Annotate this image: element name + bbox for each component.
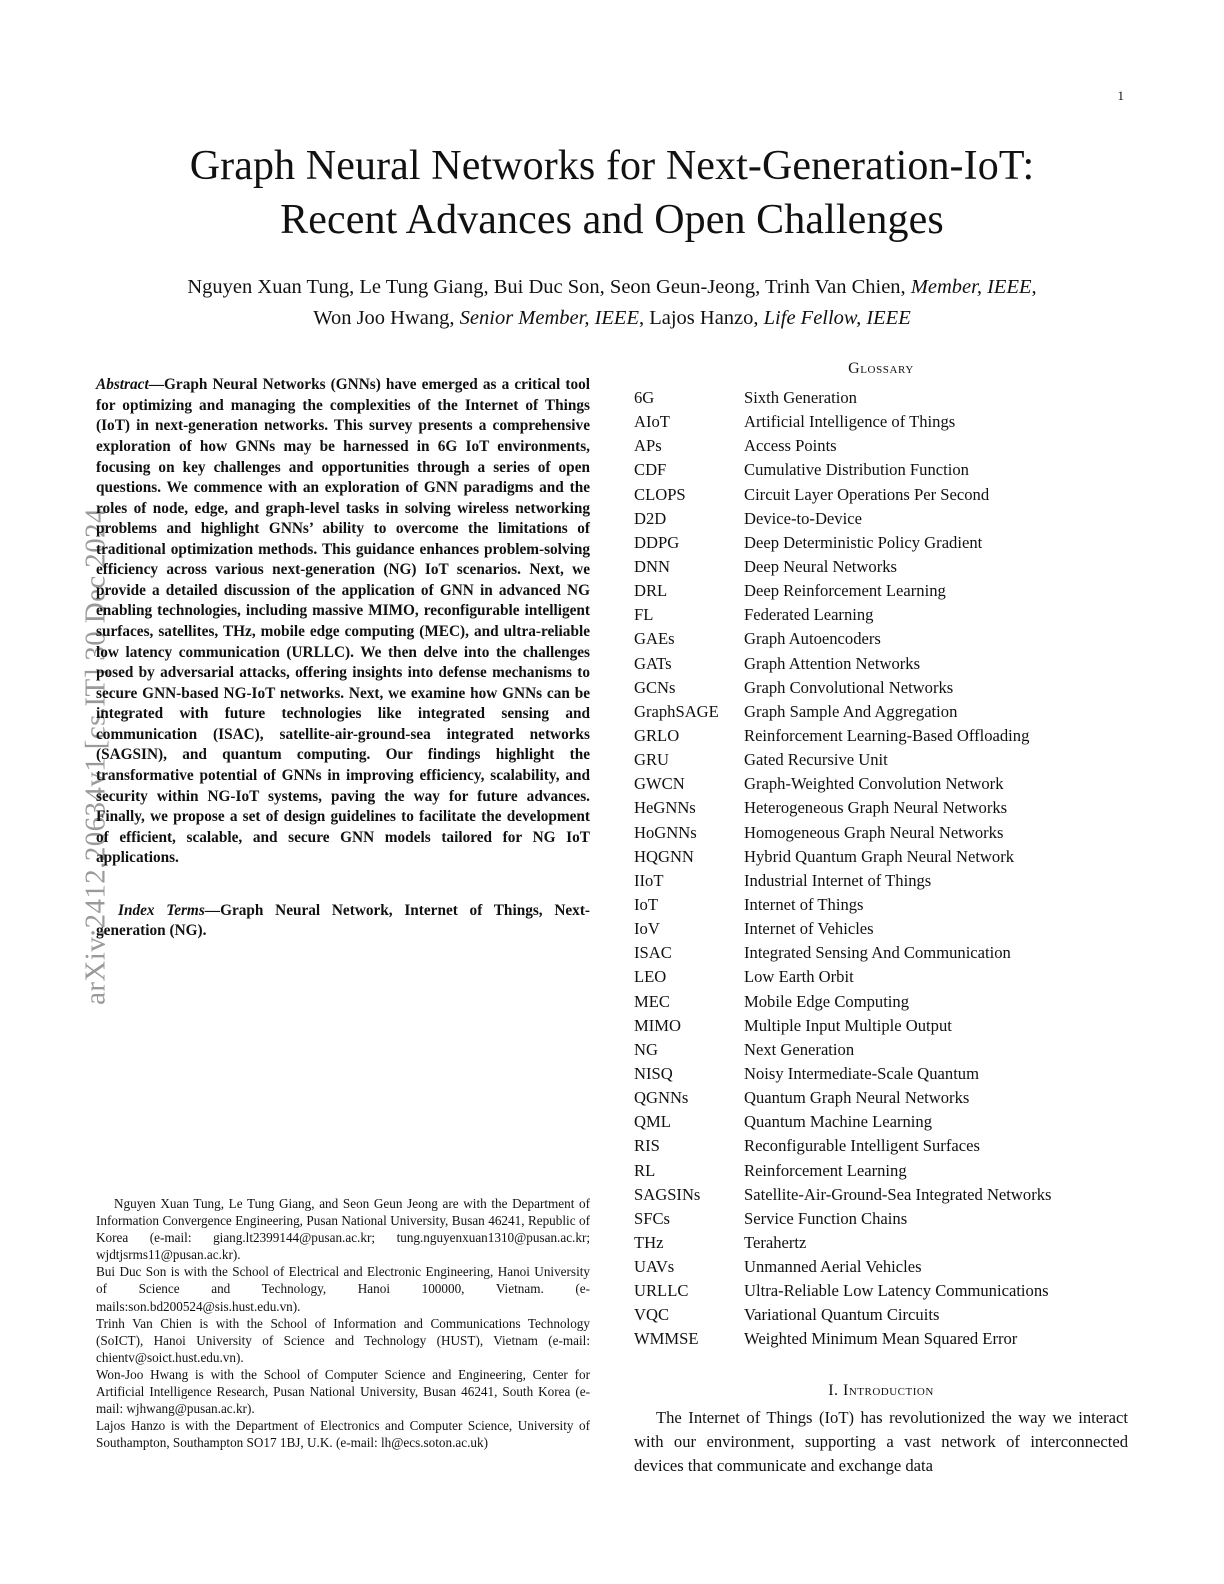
glossary-term: IoV [634, 919, 660, 939]
glossary-row [634, 700, 1128, 724]
glossary-term: MIMO [634, 1015, 682, 1035]
glossary-row [634, 796, 1128, 820]
glossary-definition: Graph Attention Networks [744, 653, 921, 673]
two-column-body [96, 360, 1128, 1520]
introduction-heading: I. Introduction [828, 1381, 934, 1399]
glossary-row [634, 821, 1128, 845]
glossary-definition: Graph-Weighted Convolution Network [744, 774, 1004, 794]
glossary-term: HQGNN [634, 846, 694, 866]
glossary-definition: Device-to-Device [744, 508, 862, 528]
index-terms-text: Graph Neural Network, Internet of Things, Next-generation (NG). [96, 901, 591, 940]
glossary-row [634, 1255, 1128, 1279]
author-line-1-tail: , [1031, 275, 1037, 298]
index-terms-label: Index Terms [118, 901, 205, 919]
page-title [112, 140, 1112, 248]
glossary-term: 6G [634, 388, 655, 407]
glossary-term: UAVs [634, 1257, 675, 1277]
glossary-definition: Mobile Edge Computing [744, 991, 910, 1011]
glossary-definition: Hybrid Quantum Graph Neural Network [744, 846, 1015, 866]
glossary-term: NISQ [634, 1063, 673, 1083]
glossary-term: MEC [634, 991, 670, 1011]
glossary-definition: Variational Quantum Circuits [744, 1305, 940, 1325]
author-list [112, 272, 1112, 334]
glossary-term: HoGNNs [634, 822, 697, 842]
glossary-definition: Quantum Graph Neural Networks [744, 1088, 970, 1108]
glossary-heading: Glossary [848, 360, 914, 377]
glossary-definition: Homogeneous Graph Neural Networks [744, 822, 1004, 842]
glossary-row [634, 386, 1128, 410]
glossary-term: URLLC [634, 1281, 689, 1301]
glossary-term: AIoT [634, 412, 670, 432]
glossary-term: CDF [634, 460, 667, 480]
glossary-row [634, 1038, 1128, 1062]
glossary-row [634, 1134, 1128, 1158]
glossary-term: GRU [634, 750, 670, 770]
glossary-term: HeGNNs [634, 798, 696, 818]
introduction-paragraph: The Internet of Things (IoT) has revolutionized the way we interact with our environment, supporting a vast network of interconnected devices that communicate and exchange data [634, 1407, 1128, 1475]
glossary-list [634, 386, 1128, 1352]
affiliation-footnote: Nguyen Xuan Tung, Le Tung Giang, and Seon Geun Jeong are with the Department of Information Convergence Engineering, Pusan National University, Busan 46241, Republic of Korea (e-mail: giang.lt2399144@pusan.ac.kr; tung.nguyenxuan1310@pusan.ac.kr; wjdtjsrms11@pusan.ac.kr). [96, 1196, 590, 1263]
page-number: 1 [1117, 88, 1124, 103]
glossary-row [634, 1014, 1128, 1038]
glossary-definition: Access Points [744, 436, 837, 456]
glossary-term: THz [634, 1232, 664, 1252]
glossary-term: CLOPS [634, 484, 686, 504]
glossary-term: QGNNs [634, 1088, 689, 1108]
glossary-row [634, 1207, 1128, 1231]
glossary-definition: Graph Sample And Aggregation [744, 701, 958, 721]
glossary-definition: Federated Learning [744, 605, 874, 625]
glossary-term: GWCN [634, 774, 685, 794]
glossary-row [634, 990, 1128, 1014]
author-line-2-membership-2: Life Fellow, IEEE [763, 306, 911, 329]
glossary-row [634, 917, 1128, 941]
glossary-definition: Graph Convolutional Networks [744, 677, 954, 697]
glossary-definition: Deep Deterministic Policy Gradient [744, 532, 983, 552]
glossary-row [634, 965, 1128, 989]
glossary-term: GAEs [634, 629, 675, 649]
glossary-term: DRL [634, 581, 668, 601]
glossary-row [634, 1231, 1128, 1255]
glossary-row [634, 1110, 1128, 1134]
glossary-definition: Weighted Minimum Mean Squared Error [744, 1329, 1018, 1349]
abstract-dash: — [148, 376, 164, 394]
affiliation-footnote: Bui Duc Son is with the School of Electrical and Electronic Engineering, Hanoi University of Science and Technology, Hanoi 100000, Vietnam. (e-mails:son.bd200524@sis.hust.edu.vn). [96, 1264, 590, 1314]
index-terms-paragraph [96, 901, 590, 942]
glossary-definition: Reinforcement Learning [744, 1160, 907, 1180]
glossary-definition: Circuit Layer Operations Per Second [744, 484, 990, 504]
glossary-row [634, 434, 1128, 458]
title-block [112, 140, 1112, 334]
glossary-definition: Satellite-Air-Ground-Sea Integrated Networks [744, 1184, 1052, 1204]
author-line-1-membership: Member, IEEE [910, 275, 1032, 298]
glossary-term: NG [634, 1039, 658, 1059]
glossary-row [634, 1086, 1128, 1110]
glossary-term: SFCs [634, 1208, 670, 1228]
affiliation-footnote: Trinh Van Chien is with the School of Information and Communications Technology (SoICT), Hanoi University of Science and Technology (HUST), Vietnam (e-mail: chientv@soict.hust.edu.vn). [96, 1315, 590, 1365]
glossary-row [634, 941, 1128, 965]
glossary-row [634, 1303, 1128, 1327]
glossary-row [634, 893, 1128, 917]
affiliation-footnote: Won-Joo Hwang is with the School of Computer Science and Engineering, Center for Artificial Intelligence Research, Pusan National University, Busan 46241, South Korea (e-mail: wjhwang@pusan.ac.kr). [96, 1366, 590, 1417]
glossary-definition: Multiple Input Multiple Output [744, 1015, 952, 1035]
author-line-2-mid: , Lajos Hanzo, [638, 306, 764, 329]
glossary-row [634, 507, 1128, 531]
glossary-definition: Deep Neural Networks [744, 556, 897, 576]
glossary-definition: Noisy Intermediate-Scale Quantum [744, 1063, 980, 1083]
glossary-definition: Low Earth Orbit [744, 967, 854, 987]
glossary-term: GRLO [634, 725, 680, 745]
glossary-row [634, 1159, 1128, 1183]
glossary-term: GATs [634, 653, 672, 673]
glossary-term: GCNs [634, 677, 676, 697]
glossary-term: APs [634, 436, 662, 456]
glossary-term: FL [634, 605, 654, 625]
glossary-row [634, 483, 1128, 507]
abstract-paragraph [96, 375, 590, 869]
glossary-row [634, 410, 1128, 434]
glossary-definition: Reconfigurable Intelligent Surfaces [744, 1136, 980, 1156]
paper-title-line-1: Graph Neural Networks for Next-Generation-IoT: [189, 143, 1035, 189]
glossary-row [634, 1327, 1128, 1351]
abstract-text: Graph Neural Networks (GNNs) have emerged as a critical tool for optimizing and managing the complexities of the Internet of Things (IoT) in next-generation networks. This survey presents a comprehensive exploration of how GNNs may be harnessed in 6G IoT environments, focusing on key challenges and opportunities through a series of open questions. We commence with an exploration of GNN paradigms and the roles of node, edge, and graph-level tasks in solving wireless networking problems and highlight GNNs’ ability to overcome the limitations of traditional optimization methods. This guidance enhances problem-solving efficiency across various next-generation (NG) IoT scenarios. Next, we provide a detailed discussion of the application of GNN in advanced NG enabling technologies, including massive MIMO, reconfigurable intelligent surfaces, satellites, THz, mobile edge computing (MEC), and ultra-reliable low latency communication (URLLC). We then delve into the challenges posed by adversarial attacks, offering insights into defense mechanisms to secure GNN-based NG-IoT networks. Next, we examine how GNNs can be integrated with future technologies like integrated sensing and communication (ISAC), satellite-air-ground-sea integrated networks (SAGSIN), and quantum computing. Our findings highlight the transformative potential of GNNs in improving efficiency, scalability, and security within NG-IoT systems, paving the way for future advances. Finally, we propose a set of design guidelines to facilitate the development of efficient, scalable, and secure GNN models tailored for NG IoT applications. [96, 376, 590, 867]
glossary-definition: Service Function Chains [744, 1208, 908, 1228]
glossary-term: LEO [634, 967, 667, 987]
glossary-row [634, 845, 1128, 869]
glossary-row [634, 724, 1128, 748]
glossary-term: GraphSAGE [634, 701, 719, 721]
glossary-definition: Integrated Sensing And Communication [744, 943, 1011, 963]
glossary-term: SAGSINs [634, 1184, 701, 1204]
glossary-row [634, 603, 1128, 627]
glossary-definition: Graph Autoencoders [744, 629, 881, 649]
author-line-2-membership-1: Senior Member, IEEE [459, 306, 639, 329]
glossary-row [634, 531, 1128, 555]
glossary-row [634, 555, 1128, 579]
right-column [634, 360, 1128, 1478]
glossary-term: WMMSE [634, 1329, 699, 1349]
glossary-definition: Reinforcement Learning-Based Offloading [744, 725, 1030, 745]
glossary-term: DDPG [634, 532, 680, 552]
author-line-1-names: Nguyen Xuan Tung, Le Tung Giang, Bui Duc Son, Seon Geun-Jeong, Trinh Van Chien, [187, 275, 911, 298]
glossary-term: VQC [634, 1305, 670, 1325]
glossary-row [634, 627, 1128, 651]
glossary-term: ISAC [634, 943, 672, 963]
author-affiliation-footnotes [96, 1195, 590, 1451]
glossary-definition: Deep Reinforcement Learning [744, 581, 946, 601]
glossary-definition: Quantum Machine Learning [744, 1112, 933, 1132]
glossary-definition: Heterogeneous Graph Neural Networks [744, 798, 1008, 818]
glossary-definition: Internet of Vehicles [744, 919, 874, 939]
glossary-row [634, 676, 1128, 700]
glossary-term: DNN [634, 556, 670, 576]
glossary-row [634, 1062, 1128, 1086]
abstract-label: Abstract [96, 376, 149, 394]
glossary-row [634, 579, 1128, 603]
glossary-term: RIS [634, 1136, 660, 1156]
glossary-definition: Cumulative Distribution Function [744, 460, 969, 480]
glossary-row [634, 869, 1128, 893]
affiliation-footnote: Lajos Hanzo is with the Department of Electronics and Computer Science, University of Southampton, Southampton SO17 1BJ, U.K. (e-mail: lh@ecs.soton.ac.uk) [96, 1418, 590, 1451]
glossary-row [634, 458, 1128, 482]
glossary-definition: Next Generation [744, 1039, 855, 1059]
glossary-term: IoT [634, 894, 658, 914]
left-column [96, 360, 591, 1451]
glossary-definition: Artificial Intelligence of Things [744, 412, 956, 432]
glossary-definition: Internet of Things [744, 894, 864, 914]
index-terms-dash: — [204, 901, 221, 919]
glossary-definition: Sixth Generation [744, 388, 857, 407]
author-line-2-names: Won Joo Hwang, [313, 306, 460, 329]
glossary-definition: Ultra-Reliable Low Latency Communications [744, 1281, 1049, 1301]
arxiv-identifier-stamp: arXiv:2412.20634v1 [cs.IT] 30 Dec 2024 [79, 508, 112, 1005]
glossary-definition: Terahertz [744, 1232, 807, 1252]
glossary-term: IIoT [634, 870, 664, 890]
glossary-row [634, 772, 1128, 796]
glossary-row [634, 652, 1128, 676]
glossary-definition: Gated Recursive Unit [744, 750, 888, 770]
glossary-definition: Unmanned Aerial Vehicles [744, 1257, 922, 1277]
glossary-term: QML [634, 1112, 671, 1132]
paper-title-line-2: Recent Advances and Open Challenges [280, 196, 944, 243]
glossary-row [634, 748, 1128, 772]
glossary-term: D2D [634, 508, 667, 528]
glossary-term: RL [634, 1160, 656, 1180]
glossary-definition: Industrial Internet of Things [744, 870, 932, 890]
glossary-row [634, 1183, 1128, 1207]
glossary-row [634, 1279, 1128, 1303]
